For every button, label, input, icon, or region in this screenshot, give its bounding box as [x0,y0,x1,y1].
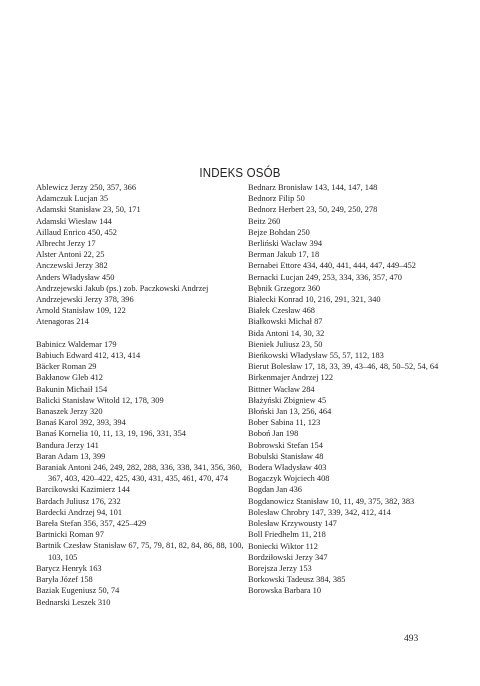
index-entry: Andrzejewski Jakub (ps.) zob. Paczkowski Andrzej [36,283,209,293]
index-entry: Bakunin Michaił 154 [36,384,108,394]
index-entry: Bieńkowski Władysław 55, 57, 112, 183 [248,351,384,361]
index-entry: Bolesław Krzywousty 147 [248,519,337,529]
index-entry: Bednarski Leszek 310 [36,597,111,607]
index-entry: Bittner Wacław 284 [248,384,315,394]
index-entry: Bakłanow Gleb 412 [36,373,103,383]
index-entry: Bardach Juliusz 176, 232 [36,496,121,506]
index-entry: Bardecki Andrzej 94, 101 [36,507,123,517]
index-entry: Anders Władysław 450 [36,272,115,282]
index-entry: Borowska Barbara 10 [248,586,322,596]
index-entry: Adamski Wiesław 144 [36,216,112,226]
index-entry: Barcikowski Kazimierz 144 [36,485,130,495]
index-entry: Albrecht Jerzy 17 [36,239,96,249]
section-gap [36,328,246,339]
index-entry: Bareła Stefan 356, 357, 425–429 [36,519,147,529]
index-entry: Anczewski Jerzy 382 [36,261,108,271]
index-entry: Borejsza Jerzy 153 [248,563,312,573]
index-entry: Bierut Bolesław 17, 18, 33, 39, 43–46, 48, 50–52, 54, 64 [248,362,439,372]
index-entry: Boll Friedhelm 11, 218 [248,530,326,540]
index-entry: Boniecki Wiktor 112 [248,541,318,551]
index-entry: Ablewicz Jerzy 250, 357, 366 [36,183,137,192]
index-entry: Berliński Wacław 394 [248,239,323,249]
index-entry: Bida Antoni 14, 30, 32 [248,328,325,338]
index-entry: Berman Jakub 17, 18 [248,250,320,260]
index-entry: Boboń Jan 198 [248,429,299,439]
index-entry: Banaszek Jerzy 320 [36,407,103,417]
index-column-right [248,182,458,597]
index-entry: Bednorz Filip 50 [248,194,305,204]
index-entry: Bieniek Juliusz 23, 50 [248,339,323,349]
index-entry: Baziak Eugeniusz 50, 74 [36,586,120,596]
index-entry: Baraniak Antoni 246, 249, 282, 288, 336, 338, 341, 356, 360, 367, 403, 420–422, 425, 430, 431, 435, 461, 470, 474 [36,463,242,484]
index-entry: Bogaczyk Wojciech 408 [248,474,330,484]
index-entry: Babinicz Waldemar 179 [36,339,117,349]
index-entry: Bodera Władysław 403 [248,463,327,473]
index-entry: Bębnik Grzegorz 360 [248,283,321,293]
index-entry: Bartnik Czesław Stanisław 67, 75, 79, 81, 82, 84, 86, 88, 100, 103, 105 [36,541,244,562]
index-entry: Białecki Konrad 10, 216, 291, 321, 340 [248,295,381,305]
index-entry: Bednorz Herbert 23, 50, 249, 250, 278 [248,205,378,215]
index-entry: Banaś Karol 392, 393, 394 [36,418,126,428]
index-entry: Adamczuk Lucjan 35 [36,194,109,204]
index-entry: Balicki Stanisław Witold 12, 178, 309 [36,395,164,405]
page-title: INDEKS OSÓB [199,166,281,180]
index-entry: Bäcker Roman 29 [36,362,97,372]
index-entry: Białek Czesław 468 [248,306,315,316]
index-entry: Bordziłowski Jerzy 347 [248,552,328,562]
index-entry: Bandura Jerzy 141 [36,440,99,450]
index-entry: Błoński Jan 13, 256, 464 [248,407,332,417]
index-entry: Alster Antoni 22, 25 [36,250,105,260]
index-entry: Birkenmajer Andrzej 122 [248,373,334,383]
page-number: 493 [404,634,419,644]
index-entry: Białkowski Michał 87 [248,317,323,327]
index-entry: Bernabei Ettore 434, 440, 441, 444, 447, 449–452 [248,261,416,271]
index-entry: Bogdanowicz Stanisław 10, 11, 49, 375, 382, 383 [248,496,415,506]
index-entry: Bednarz Bronisław 143, 144, 147, 148 [248,183,378,192]
index-entry: Atenagoras 214 [36,317,89,327]
index-entry: Bartnicki Roman 97 [36,530,104,540]
index-entry: Arnold Stanisław 109, 122 [36,306,126,316]
index-entry: Bobrowski Stefan 154 [248,440,323,450]
index-entry: Adamski Stanisław 23, 50, 171 [36,205,141,215]
index-entry: Bobulski Stanisław 48 [248,451,324,461]
index-entry: Bober Sabina 11, 123 [248,418,321,428]
index-entry: Bernacki Lucjan 249, 253, 334, 336, 357, 470 [248,272,402,282]
index-entry: Błażyński Zbigniew 45 [248,395,327,405]
index-entry: Baran Adam 13, 399 [36,451,106,461]
index-entry: Andrzejewski Jerzy 378, 396 [36,295,134,305]
index-entry: Bogdan Jan 436 [248,485,302,495]
index-entry: Banaś Kornelia 10, 11, 13, 19, 196, 331, 354 [36,429,186,439]
index-entry: Bolesław Chrobry 147, 339, 342, 412, 414 [248,507,391,517]
index-entry: Borkowski Tadeusz 384, 385 [248,575,346,585]
index-entry: Barycz Henryk 163 [36,563,102,573]
index-column-left [36,182,246,608]
index-entry: Babiuch Edward 412, 413, 414 [36,351,141,361]
index-entry: Beitz 260 [248,216,281,226]
index-entry: Bejze Bohdan 250 [248,227,310,237]
index-entry: Aillaud Enrico 450, 452 [36,227,117,237]
index-entry: Baryła Józef 158 [36,575,93,585]
